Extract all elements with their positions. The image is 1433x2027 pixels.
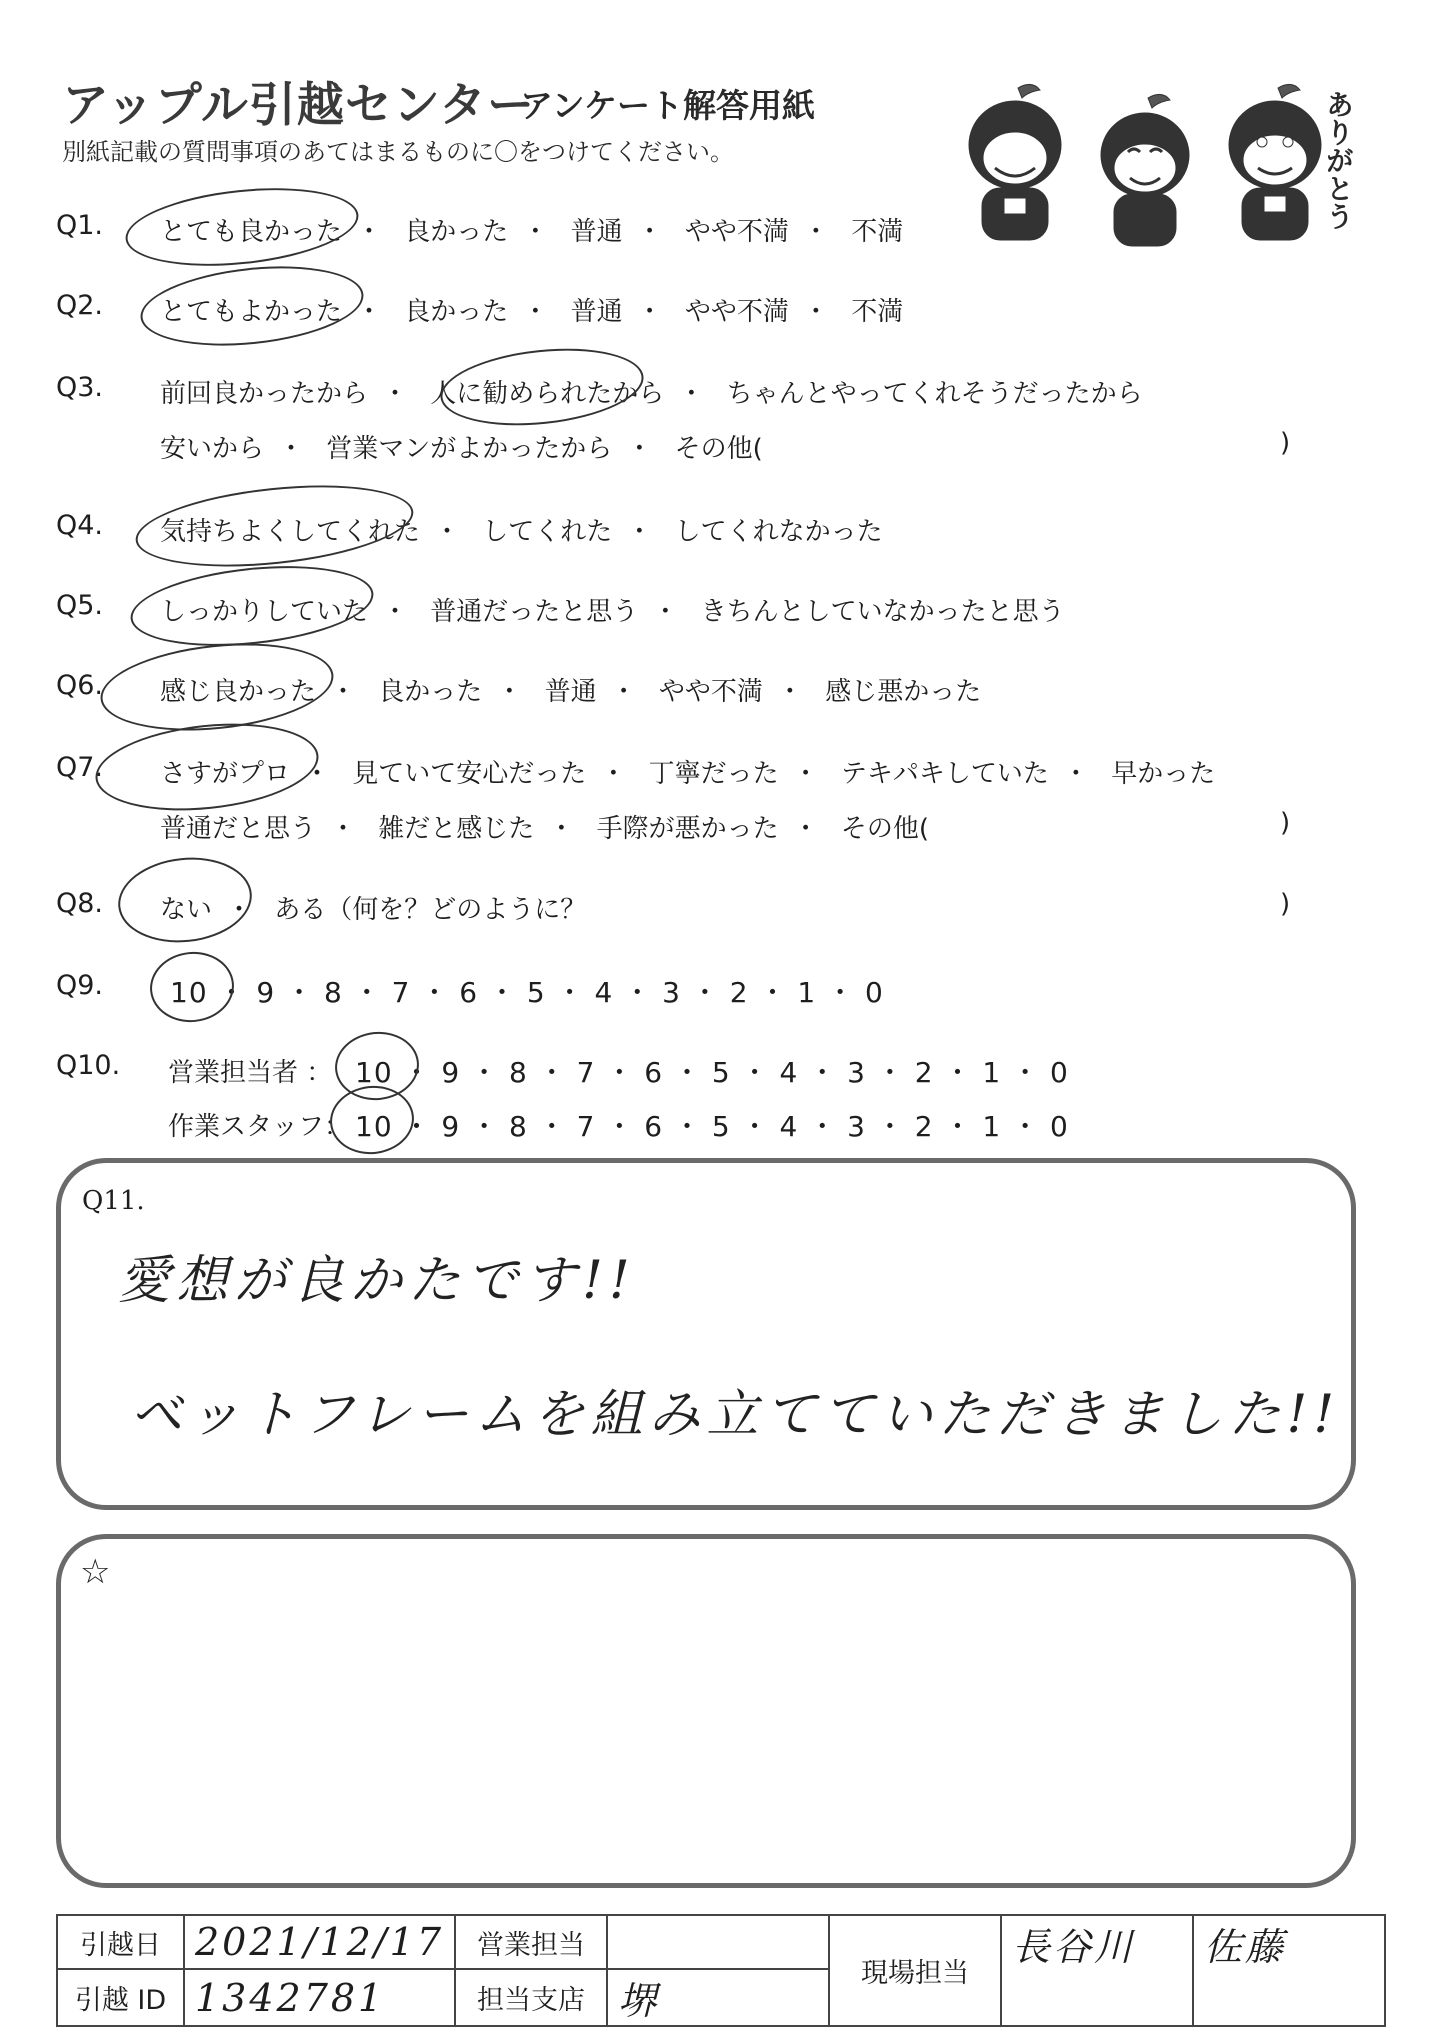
move-id-value: 1342781 (195, 1975, 386, 2020)
q5-option-1[interactable]: しっかりしていた (160, 597, 369, 627)
q7-option-4[interactable]: テキパキしていた (840, 759, 1049, 789)
q5-option-2[interactable]: 普通だったと思う (430, 597, 639, 627)
mascot-1 (969, 84, 1061, 240)
q4-option-1[interactable]: 気持ちよくしてくれた (160, 517, 421, 547)
q7-options-line2: 普通だと思う ・ 雑だと感じた ・ 手際が悪かった ・ その他( (160, 814, 930, 844)
sales-value-cell[interactable] (607, 1915, 829, 1969)
q2-option-1[interactable]: とてもよかった (160, 297, 343, 327)
brand-title: アップル引越センター (62, 78, 535, 133)
move-id-cell[interactable] (184, 1969, 455, 2026)
q10-staff-label: 作業スタッフ： (168, 1112, 351, 1142)
mascot-illustration (900, 80, 1380, 250)
q11-comment-box[interactable] (56, 1158, 1356, 1510)
branch-cell[interactable] (607, 1969, 829, 2026)
q2-option-3[interactable]: 普通 (570, 297, 623, 327)
site-staff1-value: 長谷川 (1012, 1925, 1136, 1969)
q6-option-1[interactable]: 感じ良かった (160, 677, 317, 707)
q2-option-2[interactable]: 良かった (404, 297, 509, 327)
q6-option-2[interactable]: 良かった (378, 677, 483, 707)
q2-options: とてもよかった ・ 良かった ・ 普通 ・ やや不満 ・ 不満 (160, 297, 904, 327)
instruction-text: 別紙記載の質問事項のあてはまるものに〇をつけてください。 (62, 138, 734, 166)
q11-label: Q11. (82, 1186, 145, 1216)
q7-option-3[interactable]: 丁寧だった (648, 759, 779, 789)
move-date-label: 引越日 (57, 1915, 184, 1969)
q7-option-7[interactable]: 雑だと感じた (378, 814, 535, 844)
q7-option-2[interactable]: 見ていて安心だった (352, 759, 587, 789)
q6-option-3[interactable]: 普通 (544, 677, 597, 707)
site-staff2-cell[interactable] (1193, 1915, 1385, 2026)
q1-option-2[interactable]: 良かった (404, 217, 509, 247)
q1-option-5[interactable]: 不満 (851, 217, 904, 247)
form-subtitle: アンケート解答用紙 (520, 86, 816, 125)
q6-option-5[interactable]: 感じ悪かった (825, 677, 982, 707)
q3-paren-close: ) (1280, 428, 1291, 458)
q7-option-6[interactable]: 普通だと思う (160, 814, 317, 844)
q10-staff-scale[interactable]: 10 ・ 9 ・ 8 ・ 7 ・ 6 ・ 5 ・ 4 ・ 3 ・ 2 ・ 1 ・ 0 (355, 1110, 1069, 1143)
q11-comment-line1: 愛想が良かたです!! (118, 1251, 636, 1311)
q6-option-4[interactable]: やや不満 (658, 677, 763, 707)
q7-options-line1: さすがプロ ・ 見ていて安心だった ・ 丁寧だった ・ テキパキしていた ・ 早かった (160, 759, 1216, 789)
q6-label: Q6. (56, 670, 104, 701)
q7-paren-close: ) (1280, 808, 1291, 838)
move-date-value: 2021/12/17 (195, 1920, 445, 1964)
q3-answer-circle (437, 340, 648, 435)
q5-options: しっかりしていた ・ 普通だったと思う ・ きちんとしていなかったと思う (160, 597, 1065, 627)
thanks-text: ありがとう (1322, 90, 1355, 230)
q4-label: Q4. (56, 510, 104, 541)
q10-label: Q10. (56, 1050, 121, 1081)
move-id-label: 引越 ID (57, 1969, 184, 2026)
branch-value: 堺 (618, 1979, 660, 2023)
q3-option-2[interactable]: 人に勧められたから (430, 379, 665, 409)
q8-answer-circle (114, 851, 256, 949)
q4-options: 気持ちよくしてくれた ・ してくれた ・ してくれなかった (160, 517, 883, 547)
q5-option-3[interactable]: きちんとしていなかったと思う (700, 597, 1065, 627)
q4-answer-circle (132, 474, 417, 579)
q1-answer-circle (122, 178, 362, 276)
q5-answer-circle (127, 555, 378, 656)
star-icon: ☆ (80, 1552, 111, 1592)
q2-option-5[interactable]: 不満 (851, 297, 904, 327)
q3-options-line1: 前回良かったから ・ 人に勧められたから ・ ちゃんとやってくれそうだったから (160, 379, 1143, 409)
q2-label: Q2. (56, 290, 104, 321)
q3-option-4[interactable]: 安いから (160, 434, 265, 464)
branch-label: 担当支店 (455, 1969, 607, 2026)
site-staff2-value: 佐藤 (1204, 1925, 1287, 1969)
q9-scale[interactable]: 10 ・ 9 ・ 8 ・ 7 ・ 6 ・ 5 ・ 4 ・ 3 ・ 2 ・ 1 ・ 0 (170, 976, 884, 1009)
q1-option-4[interactable]: やや不満 (684, 217, 789, 247)
q10-sales-label: 営業担当者 ： (168, 1058, 333, 1088)
q3-option-5[interactable]: 営業マンがよかったから (326, 434, 613, 464)
footer-table (56, 1914, 1386, 2027)
q1-label: Q1. (56, 210, 104, 241)
q9-label: Q9. (56, 970, 104, 1001)
q10-sales-scale[interactable]: 10 ・ 9 ・ 8 ・ 7 ・ 6 ・ 5 ・ 4 ・ 3 ・ 2 ・ 1 ・ 0 (355, 1056, 1069, 1089)
q3-options-line2: 安いから ・ 営業マンがよかったから ・ その他( (160, 434, 763, 464)
sales-label: 営業担当 (455, 1915, 607, 1969)
q3-option-3[interactable]: ちゃんとやってくれそうだったから (726, 379, 1143, 409)
q10-staff-answer-circle (327, 1082, 418, 1158)
q11-comment-line2: ベットフレームを組み立てていただきました!! (130, 1385, 1341, 1445)
q7-option-other[interactable]: その他( (840, 814, 930, 844)
q4-option-2[interactable]: してくれた (482, 517, 613, 547)
q7-option-5[interactable]: 早かった (1111, 759, 1216, 789)
q1-option-3[interactable]: 普通 (570, 217, 623, 247)
q1-option-1[interactable]: とても良かった (160, 217, 343, 247)
q7-label: Q7. (56, 752, 104, 783)
star-comment-box[interactable] (56, 1534, 1356, 1888)
q2-answer-circle (137, 257, 368, 356)
move-date-cell[interactable] (184, 1915, 455, 1969)
q5-label: Q5. (56, 590, 104, 621)
q4-option-3[interactable]: してくれなかった (674, 517, 883, 547)
q8-options: ない ・ ある（何を？どのように？ (160, 895, 587, 925)
q1-options: とても良かった ・ 良かった ・ 普通 ・ やや不満 ・ 不満 (160, 217, 904, 247)
q7-option-8[interactable]: 手際が悪かった (596, 814, 779, 844)
site-staff1-cell[interactable] (1001, 1915, 1193, 2026)
q8-option-1[interactable]: ない (160, 895, 213, 925)
mascot-2 (1101, 94, 1189, 246)
q8-label: Q8. (56, 888, 104, 919)
q8-paren-close: ) (1280, 889, 1291, 919)
q9-answer-circle (147, 948, 238, 1026)
mascot-3 (1229, 84, 1321, 240)
site-label: 現場担当 (829, 1915, 1001, 2026)
q6-options: 感じ良かった ・ 良かった ・ 普通 ・ やや不満 ・ 感じ悪かった (160, 677, 982, 707)
q2-option-4[interactable]: やや不満 (684, 297, 789, 327)
q8-option-2[interactable]: ある（何を？どのように？ (274, 895, 587, 925)
q3-option-other[interactable]: その他( (674, 434, 763, 464)
q7-option-1[interactable]: さすがプロ (160, 759, 291, 789)
q3-option-1[interactable]: 前回良かったから (160, 379, 369, 409)
q3-label: Q3. (56, 372, 104, 403)
q7-answer-circle (91, 714, 323, 821)
